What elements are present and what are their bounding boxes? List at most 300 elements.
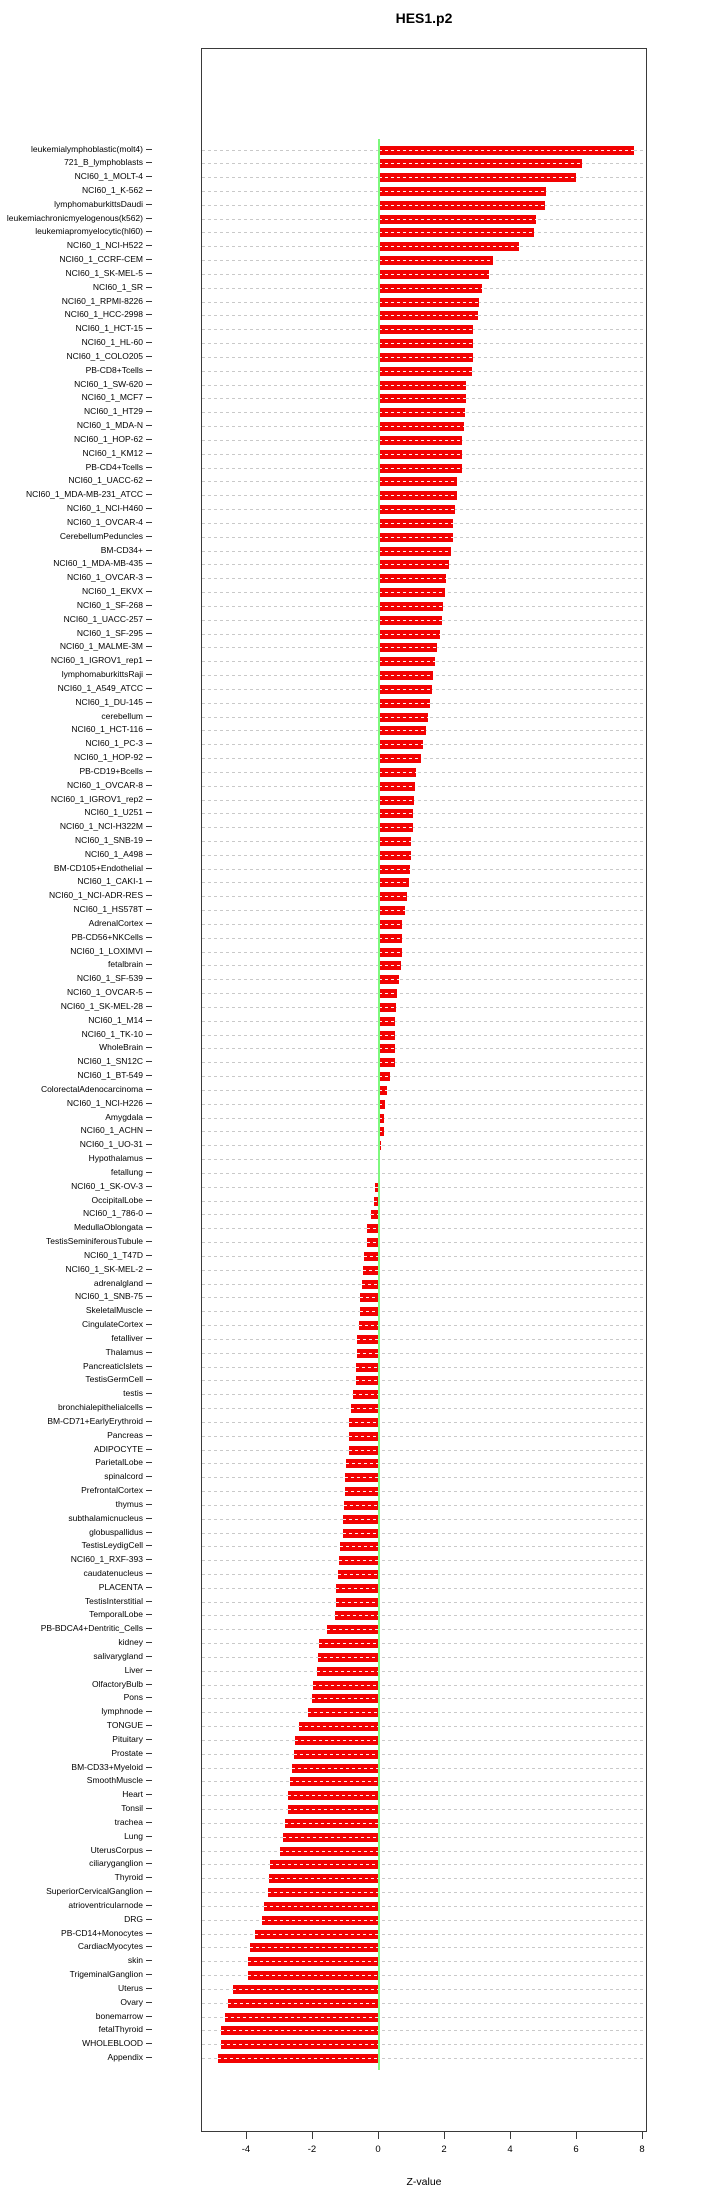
gridline xyxy=(202,993,646,994)
gridline xyxy=(202,1035,646,1036)
category-label: BM-CD105+Endothelial xyxy=(53,862,143,873)
gridline xyxy=(202,1270,646,1271)
gridline xyxy=(202,1809,646,1810)
bar xyxy=(290,1777,379,1786)
y-axis-tick xyxy=(146,1767,152,1768)
bar-stripe xyxy=(379,772,416,773)
category-label: NCI60_1_HCT-15 xyxy=(75,323,143,334)
y-axis-tick xyxy=(146,1061,152,1062)
category-label: NCI60_1_SK-MEL-2 xyxy=(65,1263,143,1274)
gridline xyxy=(202,1851,646,1852)
bar-stripe xyxy=(379,703,430,704)
bar-stripe xyxy=(379,481,457,482)
category-label: fetalThyroid xyxy=(98,2024,143,2035)
bar-stripe xyxy=(349,1450,379,1451)
y-axis-tick xyxy=(146,1393,152,1394)
category-label: BM-CD34+ xyxy=(100,544,143,555)
bar-stripe xyxy=(327,1629,379,1630)
y-axis-tick xyxy=(146,453,152,454)
bar-stripe xyxy=(343,1519,379,1520)
category-label: NCI60_1_MALME-3M xyxy=(59,641,143,652)
y-axis-tick xyxy=(146,356,152,357)
bar-stripe xyxy=(336,1602,379,1603)
gridline xyxy=(202,1297,646,1298)
bar-stripe xyxy=(379,385,466,386)
y-axis-tick xyxy=(146,370,152,371)
bar-stripe xyxy=(225,2017,379,2018)
bar-stripe xyxy=(345,1477,379,1478)
bar-stripe xyxy=(228,2003,379,2004)
y-axis-tick xyxy=(146,743,152,744)
y-axis-tick xyxy=(146,1117,152,1118)
category-label: PrefrontalCortex xyxy=(81,1485,143,1495)
y-axis-tick xyxy=(146,1518,152,1519)
bar xyxy=(379,325,473,334)
y-axis-tick xyxy=(146,688,152,689)
bar xyxy=(379,477,457,486)
gridline xyxy=(202,1104,646,1105)
bar xyxy=(379,560,449,569)
category-label: atrioventricularnode xyxy=(68,1899,143,1910)
bar xyxy=(312,1694,379,1703)
y-axis-tick xyxy=(146,301,152,302)
bar-stripe xyxy=(379,841,411,842)
category-label: NCI60_1_DU-145 xyxy=(75,696,143,707)
bar xyxy=(264,1902,379,1911)
bar xyxy=(379,159,582,168)
bar-stripe xyxy=(379,661,435,662)
category-label: BM-CD33+Myeloid xyxy=(71,1761,143,1772)
bar-stripe xyxy=(379,537,453,538)
bar-stripe xyxy=(248,1961,379,1962)
bar-stripe xyxy=(288,1795,379,1796)
category-label: SkeletalMuscle xyxy=(85,1305,143,1316)
y-axis-tick xyxy=(146,508,152,509)
gridline xyxy=(202,910,646,911)
bar xyxy=(379,201,545,210)
y-axis-tick xyxy=(146,1130,152,1131)
bar-stripe xyxy=(313,1685,379,1686)
bar-stripe xyxy=(269,1878,379,1879)
bar xyxy=(319,1639,379,1648)
gridline xyxy=(202,1781,646,1782)
gridline xyxy=(202,1685,646,1686)
gridline xyxy=(202,1048,646,1049)
bar-stripe xyxy=(379,468,462,469)
gridline xyxy=(202,979,646,980)
bar xyxy=(379,146,634,155)
category-label: NCI60_1_OVCAR-8 xyxy=(66,779,143,790)
y-axis-tick xyxy=(146,1697,152,1698)
category-label: CerebellumPeduncles xyxy=(59,530,143,541)
bar xyxy=(379,533,453,542)
bar-stripe xyxy=(379,882,409,883)
y-axis-tick xyxy=(146,2057,152,2058)
category-label: NCI60_1_UO-31 xyxy=(79,1139,143,1150)
x-axis-tick xyxy=(576,2132,577,2139)
bar-stripe xyxy=(353,1394,379,1395)
y-axis-tick xyxy=(146,1089,152,1090)
bar xyxy=(344,1501,379,1510)
y-axis-tick xyxy=(146,992,152,993)
bar-stripe xyxy=(379,993,397,994)
bar-stripe xyxy=(379,440,462,441)
y-axis-tick xyxy=(146,591,152,592)
bar-stripe xyxy=(379,177,576,178)
category-label: NCI60_1_HOP-62 xyxy=(74,433,143,444)
y-axis-tick xyxy=(146,467,152,468)
category-label: NCI60_1_NCI-H460 xyxy=(66,503,143,514)
category-label: trachea xyxy=(114,1816,143,1827)
category-label: NCI60_1_A498 xyxy=(84,848,143,859)
bar xyxy=(360,1293,379,1302)
gridline xyxy=(202,1242,646,1243)
y-axis-tick xyxy=(146,1034,152,1035)
gridline xyxy=(202,938,646,939)
y-axis-tick xyxy=(146,1020,152,1021)
gridline xyxy=(202,896,646,897)
x-tick-label: 2 xyxy=(441,2144,447,2155)
y-axis-tick xyxy=(146,536,152,537)
bar-stripe xyxy=(319,1643,379,1644)
bar xyxy=(379,353,473,362)
bar-stripe xyxy=(270,1864,379,1865)
bar-stripe xyxy=(346,1463,379,1464)
y-axis-tick xyxy=(146,1462,152,1463)
category-label: NCI60_1_HOP-92 xyxy=(74,752,143,763)
bar-stripe xyxy=(379,1035,395,1036)
category-label: NCI60_1_MDA-N xyxy=(76,420,143,431)
y-axis-tick xyxy=(146,1338,152,1339)
bar-stripe xyxy=(379,315,478,316)
category-label: Prostate xyxy=(111,1747,143,1758)
zero-line xyxy=(378,139,380,2070)
bar xyxy=(379,726,426,735)
bar-stripe xyxy=(233,1989,379,1990)
category-label: NCI60_1_HL-60 xyxy=(81,337,143,348)
category-label: ColorectalAdenocarcinoma xyxy=(40,1083,143,1094)
y-axis-tick xyxy=(146,1794,152,1795)
y-axis-tick xyxy=(146,605,152,606)
category-label: leukemiapromyelocytic(hl60) xyxy=(35,226,143,237)
bar xyxy=(379,768,416,777)
x-tick-label: 4 xyxy=(507,2144,513,2155)
bar-stripe xyxy=(288,1809,379,1810)
y-axis-tick xyxy=(146,937,152,938)
y-axis-tick xyxy=(146,1946,152,1947)
gridline xyxy=(202,1491,646,1492)
bar xyxy=(336,1598,379,1607)
bar-stripe xyxy=(336,1588,379,1589)
y-axis-tick xyxy=(146,771,152,772)
bar xyxy=(351,1404,379,1413)
category-label: globuspallidus xyxy=(89,1526,143,1537)
bar xyxy=(379,906,405,915)
bar-stripe xyxy=(379,329,473,330)
bar-stripe xyxy=(255,1934,379,1935)
y-axis-tick xyxy=(146,1158,152,1159)
bar-stripe xyxy=(359,1325,379,1326)
bar xyxy=(339,1556,379,1565)
y-axis-tick xyxy=(146,1407,152,1408)
bar xyxy=(379,242,519,251)
gridline xyxy=(202,952,646,953)
y-axis-tick xyxy=(146,287,152,288)
category-label: ParietalLobe xyxy=(95,1457,143,1468)
y-axis-tick xyxy=(146,1725,152,1726)
bar-stripe xyxy=(379,634,440,635)
bar xyxy=(343,1515,379,1524)
y-axis-tick xyxy=(146,1269,152,1270)
category-label: NCI60_1_SF-539 xyxy=(76,973,143,984)
y-axis-tick xyxy=(146,1891,152,1892)
bar-stripe xyxy=(379,689,432,690)
bar-stripe xyxy=(379,454,462,455)
y-axis-tick xyxy=(146,1213,152,1214)
y-axis-tick xyxy=(146,1670,152,1671)
category-label: BM-CD71+EarlyErythroid xyxy=(47,1415,143,1426)
bar xyxy=(359,1321,379,1330)
category-label: NCI60_1_LOXIMVI xyxy=(70,945,143,956)
y-axis-tick xyxy=(146,1905,152,1906)
y-axis-tick xyxy=(146,1919,152,1920)
bar-stripe xyxy=(379,1007,396,1008)
bar-stripe xyxy=(379,288,482,289)
x-axis-label: Z-value xyxy=(406,2176,442,2188)
bar-stripe xyxy=(379,578,446,579)
category-label: fetalbrain xyxy=(108,959,143,970)
category-label: NCI60_1_CAKI-1 xyxy=(77,876,143,887)
category-label: NCI60_1_SF-295 xyxy=(76,627,143,638)
y-axis-tick xyxy=(146,1863,152,1864)
gridline xyxy=(202,1422,646,1423)
bar xyxy=(363,1266,379,1275)
category-label: NCI60_1_TK-10 xyxy=(81,1028,143,1039)
x-axis-tick xyxy=(510,2132,511,2139)
x-tick-label: 8 xyxy=(639,2144,645,2155)
gridline xyxy=(202,744,646,745)
y-axis-tick xyxy=(146,868,152,869)
category-label: MedullaOblongata xyxy=(74,1222,143,1233)
bar xyxy=(288,1791,379,1800)
category-label: SmoothMuscle xyxy=(86,1775,143,1786)
bar-stripe xyxy=(379,813,413,814)
bar xyxy=(335,1611,379,1620)
y-axis-tick xyxy=(146,411,152,412)
bar xyxy=(379,948,402,957)
bar-stripe xyxy=(379,260,493,261)
bar-stripe xyxy=(379,302,479,303)
bar xyxy=(221,2040,379,2049)
category-label: NCI60_1_SF-268 xyxy=(76,599,143,610)
category-label: bonemarrow xyxy=(95,2010,143,2021)
x-tick-label: -4 xyxy=(241,2144,251,2155)
category-label: NCI60_1_UACC-257 xyxy=(63,613,143,624)
gridline xyxy=(202,1339,646,1340)
bar xyxy=(248,1957,379,1966)
y-axis-tick xyxy=(146,1283,152,1284)
y-axis-tick xyxy=(146,1144,152,1145)
gridline xyxy=(202,855,646,856)
bar-stripe xyxy=(294,1754,379,1755)
bar xyxy=(379,796,414,805)
gridline xyxy=(202,1837,646,1838)
y-axis-tick xyxy=(146,218,152,219)
category-label: leukemialymphoblastic(molt4) xyxy=(31,143,143,154)
bar-stripe xyxy=(379,965,401,966)
bar xyxy=(379,657,435,666)
bar xyxy=(379,505,455,514)
gridline xyxy=(202,1007,646,1008)
y-axis-tick xyxy=(146,840,152,841)
gridline xyxy=(202,1505,646,1506)
bar-stripe xyxy=(318,1657,379,1658)
category-label: NCI60_1_MDA-MB-435 xyxy=(53,558,143,569)
bar xyxy=(357,1335,379,1344)
category-label: Tonsil xyxy=(121,1803,143,1814)
y-axis-tick xyxy=(146,1545,152,1546)
category-label: NCI60_1_BT-549 xyxy=(77,1070,143,1081)
bar xyxy=(379,934,402,943)
bar-stripe xyxy=(290,1781,379,1782)
category-label: Heart xyxy=(122,1789,143,1800)
category-label: NCI60_1_786-0 xyxy=(82,1208,143,1219)
y-axis-tick xyxy=(146,384,152,385)
y-axis-tick xyxy=(146,1850,152,1851)
y-axis-tick xyxy=(146,1103,152,1104)
y-axis-tick xyxy=(146,646,152,647)
gridline xyxy=(202,1740,646,1741)
bar-stripe xyxy=(308,1712,379,1713)
gridline xyxy=(202,1311,646,1312)
bar-stripe xyxy=(343,1533,379,1534)
bar-stripe xyxy=(379,274,489,275)
category-label: Liver xyxy=(124,1664,143,1675)
y-axis-tick xyxy=(146,314,152,315)
category-label: WHOLEBLOOD xyxy=(82,2038,143,2049)
bar xyxy=(364,1252,379,1261)
bar-stripe xyxy=(379,620,442,621)
bar xyxy=(379,1003,396,1012)
bar xyxy=(379,256,493,265)
category-label: NCI60_1_A549_ATCC xyxy=(57,682,143,693)
gridline xyxy=(202,1090,646,1091)
bar-stripe xyxy=(379,1076,390,1077)
bar-stripe xyxy=(338,1574,379,1575)
category-label: NCI60_1_EKVX xyxy=(82,586,143,597)
gridline xyxy=(202,1519,646,1520)
category-label: CardiacMyocytes xyxy=(77,1941,143,1952)
category-label: NCI60_1_MDA-MB-231_ATCC xyxy=(26,489,143,500)
y-axis-tick xyxy=(146,674,152,675)
gridline xyxy=(202,1712,646,1713)
gridline xyxy=(202,882,646,883)
gridline xyxy=(202,1533,646,1534)
gridline xyxy=(202,1408,646,1409)
y-axis-tick xyxy=(146,812,152,813)
gridline xyxy=(202,1214,646,1215)
bar-stripe xyxy=(379,412,465,413)
bar xyxy=(379,1058,395,1067)
gridline xyxy=(202,813,646,814)
y-axis-tick xyxy=(146,909,152,910)
y-axis-tick xyxy=(146,826,152,827)
y-axis-tick xyxy=(146,176,152,177)
bar-stripe xyxy=(379,1048,395,1049)
x-tick-label: -2 xyxy=(307,2144,317,2155)
bar xyxy=(379,809,413,818)
category-label: NCI60_1_T47D xyxy=(83,1249,143,1260)
category-label: AdrenalCortex xyxy=(88,917,143,928)
y-axis-tick xyxy=(146,1476,152,1477)
category-label: bronchialepithelialcells xyxy=(57,1402,143,1413)
y-axis-tick xyxy=(146,1988,152,1989)
gridline xyxy=(202,1021,646,1022)
category-label: Uterus xyxy=(117,1982,143,1993)
gridline xyxy=(202,1726,646,1727)
y-axis-tick xyxy=(146,799,152,800)
bar-stripe xyxy=(344,1505,379,1506)
gridline xyxy=(202,1145,646,1146)
x-tick-label: 0 xyxy=(375,2144,381,2155)
y-axis-tick xyxy=(146,1822,152,1823)
category-label: Hypothalamus xyxy=(88,1153,143,1164)
y-axis-tick xyxy=(146,577,152,578)
category-label: PB-CD8+Tcells xyxy=(85,364,143,375)
bar-stripe xyxy=(379,717,428,718)
bar xyxy=(349,1446,379,1455)
y-axis-tick xyxy=(146,1379,152,1380)
bar xyxy=(327,1625,379,1634)
category-label: NCI60_1_SN12C xyxy=(77,1056,143,1067)
gridline xyxy=(202,1754,646,1755)
y-axis-tick xyxy=(146,978,152,979)
bar-stripe xyxy=(221,2044,379,2045)
y-axis-tick xyxy=(146,785,152,786)
bar xyxy=(379,574,446,583)
category-label: NCI60_1_OVCAR-5 xyxy=(66,987,143,998)
category-label: salivarygland xyxy=(93,1650,143,1661)
y-axis-tick xyxy=(146,1227,152,1228)
y-axis-tick xyxy=(146,1753,152,1754)
category-label: NCI60_1_SK-MEL-28 xyxy=(60,1000,143,1011)
y-axis-tick xyxy=(146,895,152,896)
category-label: cerebellum xyxy=(101,710,143,721)
x-axis-tick xyxy=(642,2132,643,2139)
category-label: adrenalgland xyxy=(93,1277,143,1288)
bar xyxy=(379,975,399,984)
bar xyxy=(343,1529,379,1538)
y-axis-tick xyxy=(146,1449,152,1450)
bar xyxy=(338,1570,379,1579)
bar xyxy=(345,1473,379,1482)
gridline xyxy=(202,1159,646,1160)
category-label: skin xyxy=(127,1955,143,1966)
category-label: NCI60_1_NCI-ADR-RES xyxy=(49,890,143,901)
category-label: CingulateCortex xyxy=(82,1319,143,1330)
bar xyxy=(360,1307,379,1316)
category-label: UterusCorpus xyxy=(90,1844,143,1855)
y-axis-tick xyxy=(146,1614,152,1615)
bar-stripe xyxy=(379,647,437,648)
y-axis-tick xyxy=(146,1296,152,1297)
bar-stripe xyxy=(379,730,426,731)
y-axis-tick xyxy=(146,1075,152,1076)
y-axis-tick xyxy=(146,1573,152,1574)
category-label: TrigeminalGanglion xyxy=(69,1969,143,1980)
category-label: NCI60_1_HS578T xyxy=(73,904,143,915)
category-label: PLACENTA xyxy=(98,1581,143,1592)
